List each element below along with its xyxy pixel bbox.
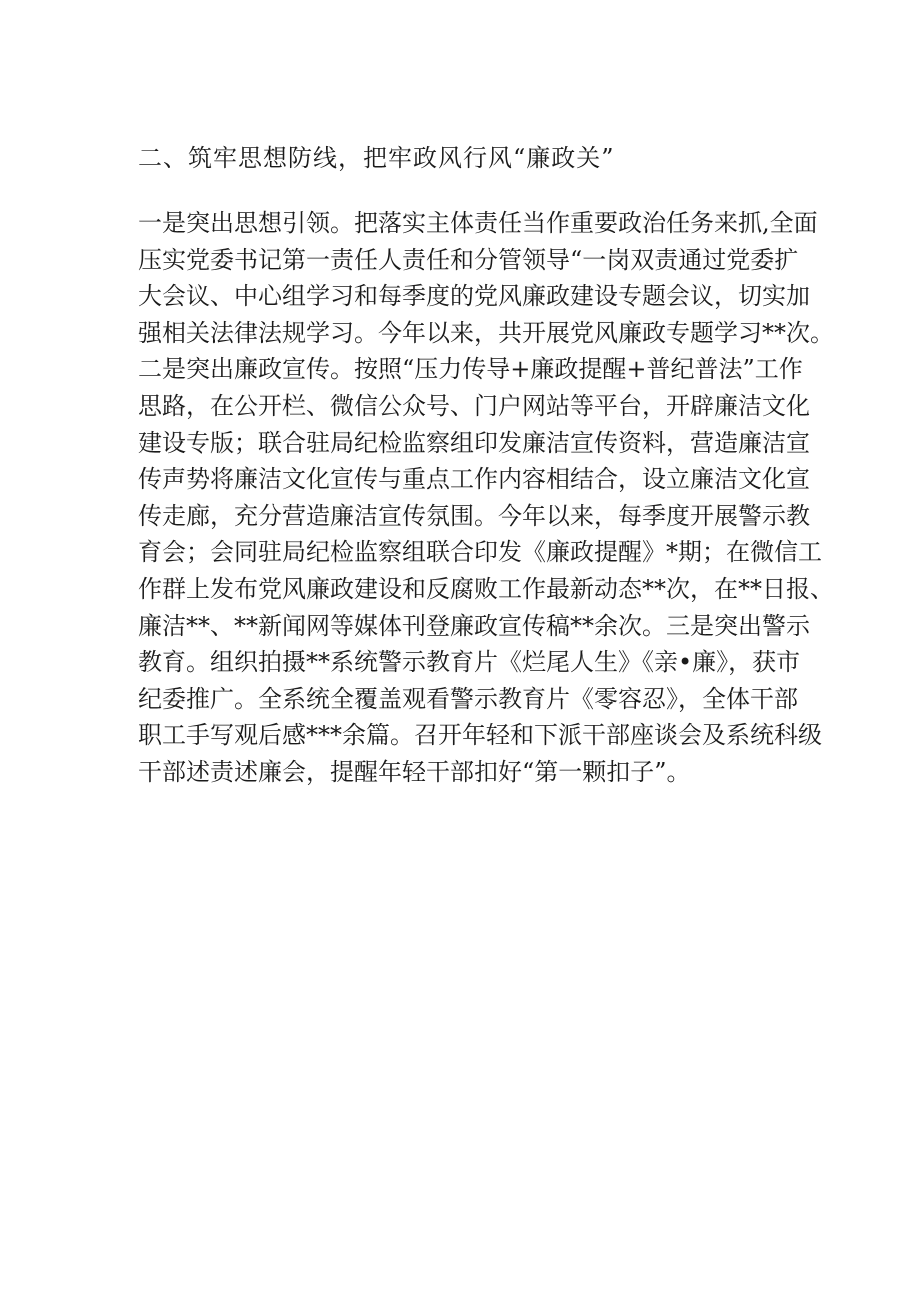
section-heading: 二、筑牢思想防线，把牢政风行风“廉政关” (138, 144, 615, 172)
paragraph-line: 二是突出廉政宣传。按照“压力传导+廉政提醒+普纪普法”工作 (138, 355, 803, 384)
paragraph-line: 干部述责述廉会，提醒年轻干部扣好“第一颗扣子”。 (138, 757, 691, 786)
paragraph-line: 作群上发布党风廉政建设和反腐败工作最新动态**次，在**日报、 (138, 574, 834, 603)
paragraph-line: 压实党委书记第一责任人责任和分管领导“一岗双责通过党委扩 (138, 245, 799, 274)
paragraph-line: 一是突出思想引领。把落实主体责任当作重要政治任务来抓,全面 (138, 209, 818, 237)
paragraph-line: 育会；会同驻局纪检监察组联合印发《廉政提醒》*期；在微信工 (138, 538, 822, 567)
paragraph-line: 思路，在公开栏、微信公众号、门户网站等平台，开辟廉洁文化 (138, 391, 810, 420)
paragraph-line: 建设专版；联合驻局纪检监察组印发廉洁宣传资料，营造廉洁宣 (138, 428, 810, 457)
paragraph-line: 廉洁**、**新闻网等媒体刊登廉政宣传稿**余次。三是突出警示 (138, 611, 810, 640)
paragraph-line: 纪委推广。全系统全覆盖观看警示教育片《零容忍》，全体干部 (138, 684, 798, 713)
paragraph-line: 职工手写观后感***余篇。召开年轻和下派干部座谈会及系统科级 (138, 721, 822, 750)
paragraph-line: 教育。组织拍摄**系统警示教育片《烂尾人生》《亲•廉》，获市 (138, 648, 801, 677)
paragraph-line: 传走廊，充分营造廉洁宣传氛围。今年以来，每季度开展警示教 (138, 501, 810, 530)
paragraph-line: 传声势将廉洁文化宣传与重点工作内容相结合，设立廉洁文化宣 (138, 465, 810, 494)
paragraph-line: 强相关法律法规学习。今年以来，共开展党风廉政专题学习**次。 (138, 318, 834, 347)
body-paragraph (138, 205, 834, 791)
paragraph-line: 大会议、中心组学习和每季度的党风廉政建设专题会议，切实加 (138, 282, 810, 311)
